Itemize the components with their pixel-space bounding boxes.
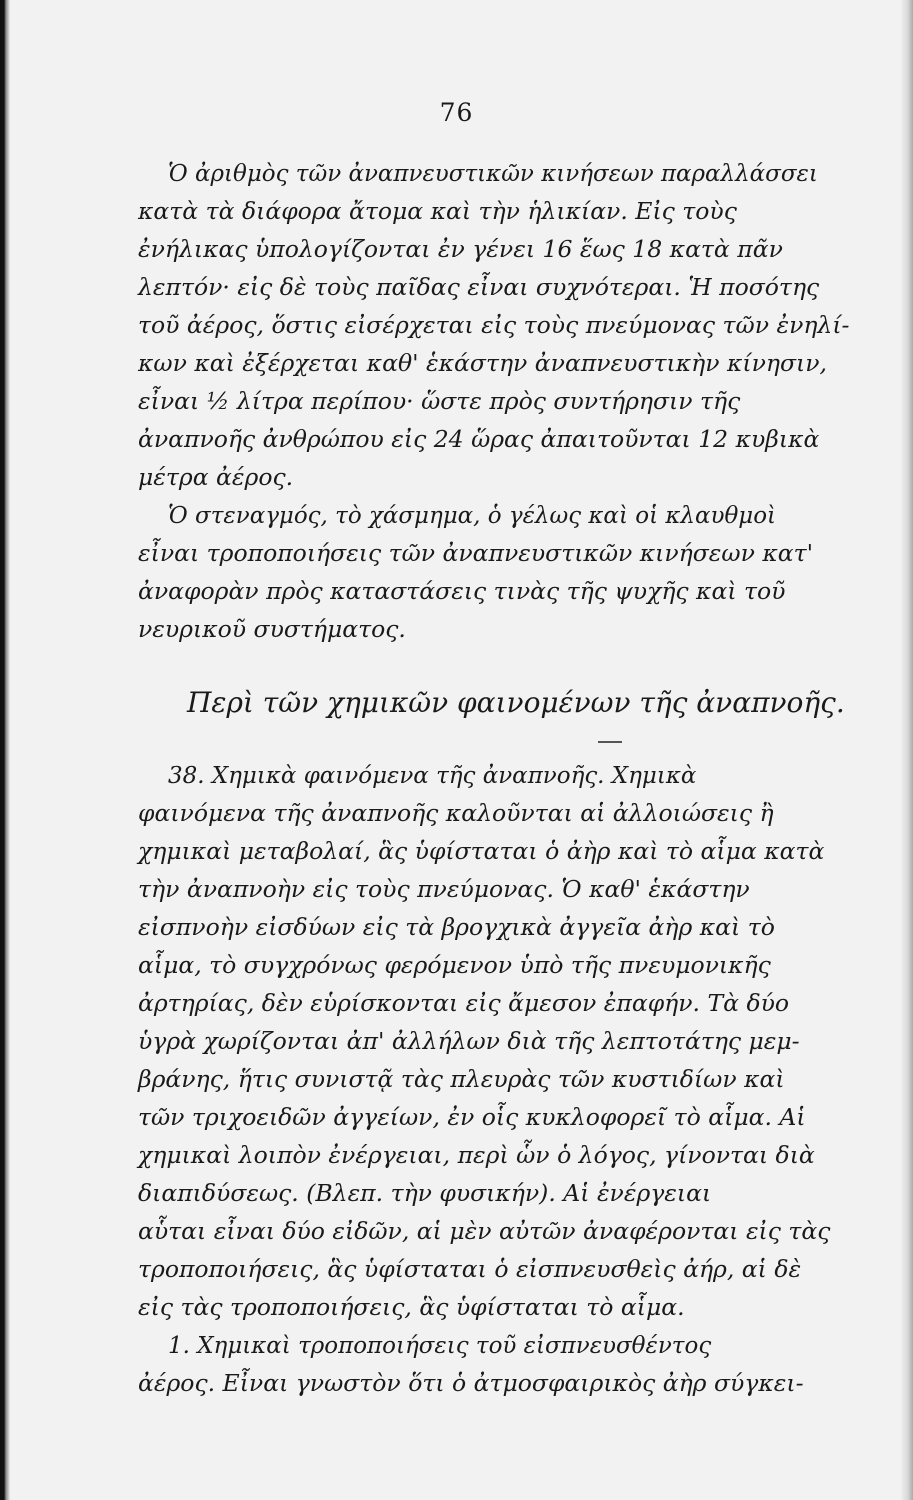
paragraph-2-line-2: εἶναι τροποποιήσεις τῶν ἀναπνευστικῶν κινήσεων κατ' [138, 539, 814, 567]
paragraph-1-line-2: κατὰ τὰ διάφορα ἄτομα καὶ τὴν ἡλικίαν. Εἰς τοὺς [138, 197, 737, 225]
paragraph-1-line-5: τοῦ ἀέρος, ὅστις εἰσέρχεται εἰς τοὺς πνεύμονας τῶν ἐνηλί- [138, 311, 850, 339]
paragraph-3-line-6: αἷμα, τὸ συγχρόνως φερόμενον ὑπὸ τῆς πνευμονικῆς [138, 951, 771, 979]
paragraph-4-line-1: 1. Χημικαὶ τροποποιήσεις τοῦ εἰσπνευσθέντος [168, 1331, 712, 1359]
heading-dash [598, 741, 622, 743]
paragraph-2-line-1: Ὁ στεναγμός, τὸ χάσμημα, ὁ γέλως καὶ οἱ κλαυθμοὶ [168, 501, 777, 529]
paragraph-3-line-14: τροποποιήσεις, ἃς ὑφίσταται ὁ εἰσπνευσθεὶς ἀήρ, αἱ δὲ [138, 1255, 802, 1283]
page-number: 76 [439, 98, 474, 127]
paragraph-3-line-12: διαπιδύσεως. (Βλεπ. τὴν φυσικήν). Αἱ ἐνέργειαι [138, 1179, 712, 1207]
paragraph-3-line-1: 38. Χημικὰ φαινόμενα τῆς ἀναπνοῆς. Χημικὰ [168, 761, 697, 789]
page-edge [901, 0, 913, 1500]
paragraph-1-line-3: ἐνήλικας ὑπολογίζονται ἐν γένει 16 ἕως 18 κατὰ πᾶν [138, 235, 783, 263]
paragraph-3-line-8: ὑγρὰ χωρίζονται ἀπ' ἀλλήλων διὰ τῆς λεπτοτάτης μεμ- [138, 1027, 800, 1055]
paragraph-1-line-6: κων καὶ ἐξέρχεται καθ' ἑκάστην ἀναπνευστικὴν κίνησιν, [138, 349, 827, 377]
paragraph-2-line-4: νευρικοῦ συστήματος. [138, 615, 406, 643]
paragraph-3-line-7: ἀρτηρίας, δὲν εὑρίσκονται εἰς ἄμεσον ἐπαφήν. Τὰ δύο [138, 989, 790, 1017]
paragraph-4-line-2: ἀέρος. Εἶναι γνωστὸν ὅτι ὁ ἀτμοσφαιρικὸς ἀὴρ σύγκει- [138, 1369, 804, 1397]
paragraph-3-line-3: χημικαὶ μεταβολαί, ἃς ὑφίσταται ὁ ἀὴρ καὶ τὸ αἷμα κατὰ [138, 837, 825, 865]
binding-edge [0, 0, 10, 1500]
paragraph-1-line-8: ἀναπνοῆς ἀνθρώπου εἰς 24 ὥρας ἀπαιτοῦνται 12 κυβικὰ [138, 425, 820, 453]
paragraph-2-line-3: ἀναφορὰν πρὸς καταστάσεις τινὰς τῆς ψυχῆς καὶ τοῦ [138, 577, 786, 605]
paragraph-3-line-11: χημικαὶ λοιπὸν ἐνέργειαι, περὶ ὧν ὁ λόγος, γίνονται διὰ [138, 1141, 815, 1169]
section-heading: Περὶ τῶν χημικῶν φαινομένων τῆς ἀναπνοῆς. [187, 686, 845, 719]
paragraph-3-line-10: τῶν τριχοειδῶν ἀγγείων, ἐν οἷς κυκλοφορεῖ τὸ αἷμα. Αἱ [138, 1103, 806, 1131]
paragraph-3-line-13: αὗται εἶναι δύο εἰδῶν, αἱ μὲν αὐτῶν ἀναφέρονται εἰς τὰς [138, 1217, 831, 1245]
paragraph-1-line-4: λεπτόν· εἰς δὲ τοὺς παῖδας εἶναι συχνότεραι. Ἡ ποσότης [138, 273, 820, 301]
paragraph-3-line-15: εἰς τὰς τροποποιήσεις, ἃς ὑφίσταται τὸ αἷμα. [138, 1293, 685, 1321]
paragraph-1-line-1: Ὁ ἀριθμὸς τῶν ἀναπνευστικῶν κινήσεων παραλλάσσει [168, 159, 818, 187]
paragraph-1-line-9: μέτρα ἀέρος. [138, 463, 294, 491]
paragraph-3-line-4: τὴν ἀναπνοὴν εἰς τοὺς πνεύμονας. Ὁ καθ' ἑκάστην [138, 875, 750, 903]
paragraph-3-line-9: βράνης, ἥτις συνιστᾷ τὰς πλευρὰς τῶν κυστιδίων καὶ [138, 1065, 785, 1093]
paragraph-3-line-2: φαινόμενα τῆς ἀναπνοῆς καλοῦνται αἱ ἀλλοιώσεις ἢ [138, 799, 774, 827]
paragraph-1-line-7: εἶναι ½ λίτρα περίπου· ὥστε πρὸς συντήρησιν τῆς [138, 387, 741, 415]
paragraph-3-line-5: εἰσπνοὴν εἰσδύων εἰς τὰ βρογχικὰ ἀγγεῖα ἀὴρ καὶ τὸ [138, 913, 775, 941]
